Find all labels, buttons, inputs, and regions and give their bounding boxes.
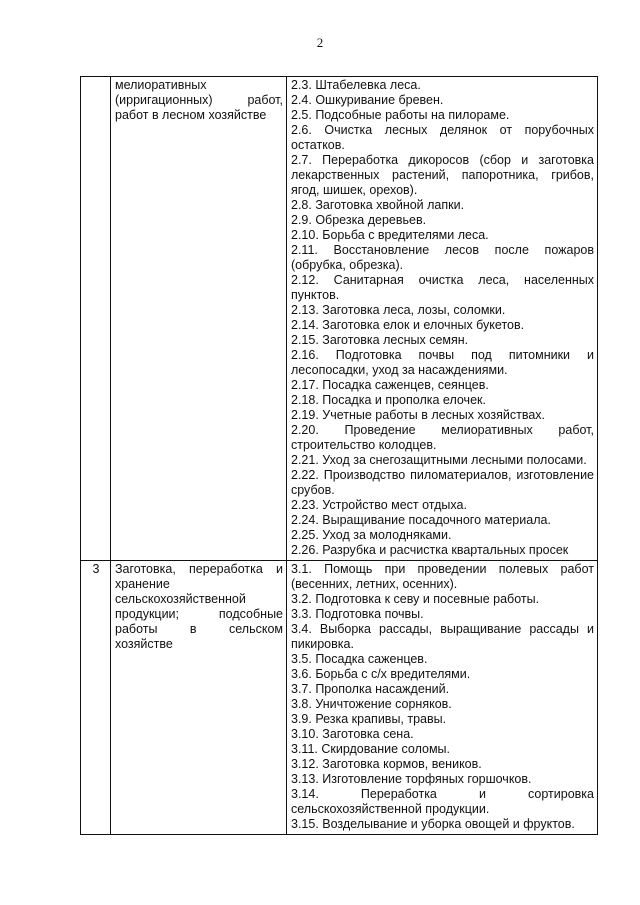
row-number-cell: 3	[81, 561, 111, 835]
work-item: 2.18. Посадка и прополка елочек.	[291, 393, 486, 407]
work-item: 2.22. Производство пиломатериалов, изготовление срубов.	[291, 468, 594, 497]
work-item: 2.7. Переработка дикоросов (сбор и заготовка лекарственных растений, папоротника, грибов, ягод, шишек, орехов).	[291, 153, 594, 197]
work-type-cell	[111, 561, 287, 835]
table-row	[81, 77, 598, 561]
works-table	[80, 76, 598, 835]
work-item: 3.3. Подготовка почвы.	[291, 607, 424, 621]
work-item: 3.5. Посадка саженцев.	[291, 652, 428, 666]
work-item: 2.15. Заготовка лесных семян.	[291, 333, 469, 347]
work-item: 3.14. Переработка и сортировка сельскохозяйственной продукции.	[291, 787, 594, 816]
work-item: 2.24. Выращивание посадочного материала.	[291, 513, 551, 527]
work-item: 3.12. Заготовка кормов, веников.	[291, 757, 482, 771]
work-type-cell	[111, 77, 287, 561]
work-item: 2.6. Очистка лесных делянок от порубочных остатков.	[291, 123, 594, 152]
work-item: 2.10. Борьба с вредителями леса.	[291, 228, 489, 242]
work-item: 3.10. Заготовка сена.	[291, 727, 414, 741]
work-item: 2.4. Ошкуривание бревен.	[291, 93, 444, 107]
work-item: 2.8. Заготовка хвойной лапки.	[291, 198, 465, 212]
work-type-line: мелиоративных	[115, 78, 207, 92]
work-item: 2.20. Проведение мелиоративных работ, строительство колодцев.	[291, 423, 594, 452]
work-type-line: работ в лесном хозяйстве	[115, 108, 267, 122]
work-item: 3.2. Подготовка к севу и посевные работы.	[291, 592, 540, 606]
work-item: 2.19. Учетные работы в лесных хозяйствах.	[291, 408, 545, 422]
work-item: 3.9. Резка крапивы, травы.	[291, 712, 447, 726]
work-item: 2.17. Посадка саженцев, сеянцев.	[291, 378, 489, 392]
work-item: 2.23. Устройство мест отдыха.	[291, 498, 467, 512]
work-item: 3.7. Прополка насаждений.	[291, 682, 450, 696]
work-item: 2.26. Разрубка и расчистка квартальных просек	[291, 543, 569, 557]
works-list-cell	[287, 561, 598, 835]
work-item: 3.4. Выборка рассады, выращивание рассады и пикировка.	[291, 622, 594, 651]
work-item: 2.5. Подсобные работы на пилораме.	[291, 108, 510, 122]
work-item: 2.14. Заготовка елок и елочных букетов.	[291, 318, 525, 332]
work-item: 2.11. Восстановление лесов после пожаров (обрубка, обрезка).	[291, 243, 594, 272]
page-number: 2	[316, 35, 324, 50]
works-list-cell	[287, 77, 598, 561]
work-item: 3.6. Борьба с с/х вредителями.	[291, 667, 471, 681]
work-item: 3.11. Скирдование соломы.	[291, 742, 451, 756]
work-item: 3.1. Помощь при проведении полевых работ (весенних, летних, осенних).	[291, 562, 594, 591]
work-item: 3.13. Изготовление торфяных горшочков.	[291, 772, 532, 786]
work-item: 2.25. Уход за молодняками.	[291, 528, 452, 542]
table-row	[81, 561, 598, 835]
work-item: 3.8. Уничтожение сорняков.	[291, 697, 452, 711]
work-item: 2.13. Заготовка леса, лозы, соломки.	[291, 303, 506, 317]
row-number-cell	[81, 77, 111, 561]
work-item: 2.9. Обрезка деревьев.	[291, 213, 427, 227]
work-type-line: Заготовка, переработка и хранение сельскохозяйственной продукции; подсобные работы в сельском хозяйстве	[115, 562, 283, 651]
work-item: 2.21. Уход за снегозащитными лесными полосами.	[291, 453, 587, 467]
work-item: 3.15. Возделывание и уборка овощей и фруктов.	[291, 817, 575, 831]
work-item: 2.16. Подготовка почвы под питомники и лесопосадки, уход за насаждениями.	[291, 348, 594, 377]
work-type-line: (ирригационных) работ,	[115, 93, 283, 107]
work-item: 2.12. Санитарная очистка леса, населенных пунктов.	[291, 273, 594, 302]
work-item: 2.3. Штабелевка леса.	[291, 78, 421, 92]
